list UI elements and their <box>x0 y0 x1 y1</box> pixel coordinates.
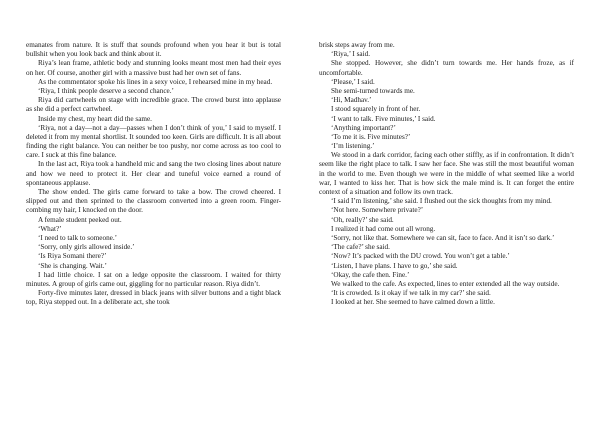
paragraph: Riya did cartwheels on stage with incredible grace. The crowd burst into applause as she did a perfect cartwheel. <box>26 96 281 114</box>
paragraph: ‘I said I’m listening,’ she said. I flushed out the sick thoughts from my mind. <box>331 197 552 206</box>
paragraph: ‘The cafe?’ she said. <box>331 243 390 252</box>
paragraph: ‘Is Riya Somani there?’ <box>38 252 107 261</box>
paragraph: ‘It is crowded. Is it okay if we talk in my car?’ she said. <box>331 289 491 298</box>
paragraph: emanates from nature. It is stuff that sounds profound when you hear it but is total bullshit when you look back and think about it. <box>26 41 281 59</box>
paragraph: brisk steps away from me. <box>319 41 395 49</box>
paragraph: She semi-turned towards me. <box>331 86 415 95</box>
left-page <box>26 41 281 307</box>
paragraph: She stopped. However, she didn’t turn towards me. Her hands froze, as if uncomfortable. <box>319 59 574 77</box>
paragraph: ‘Sorry, only girls allowed inside.’ <box>38 243 135 252</box>
paragraph: I had little choice. I sat on a ledge opposite the classroom. I waited for thirty minutes. A group of girls came out, giggling for no particular reason. Riya didn’t. <box>26 270 281 288</box>
paragraph: We walked to the cafe. As expected, lines to enter extended all the way outside. <box>331 279 560 288</box>
paragraph: ‘What?’ <box>38 224 62 233</box>
paragraph: Forty-five minutes later, dressed in black jeans with silver buttons and a tight black top, Riya stepped out. In a deliberate act, she took <box>26 289 281 307</box>
paragraph: ‘Riya, not a day—not a day—passes when I don’t think of you,’ I said to myself. I deleted it from my mental shortlist. It sounded too keen. Girls are difficult. It is all about finding the right balance. You can neither be too pushy, nor come across as too cool to care. I suck at this fine balance. <box>26 123 281 160</box>
paragraph: ‘I’m listening.’ <box>331 142 375 151</box>
paragraph: Riya’s lean frame, athletic body and stunning looks meant most men had their eyes on her. Of course, another girl with a massive bust had her own set of fans. <box>26 59 281 77</box>
paragraph: ‘Hi, Madhav.’ <box>331 96 372 105</box>
paragraph: Inside my chest, my heart did the same. <box>38 114 152 123</box>
paragraph: ‘Sorry, not like that. Somewhere we can sit, face to face. And it isn’t so dark.’ <box>331 233 555 242</box>
paragraph: ‘Oh, really?’ she said. <box>331 215 394 224</box>
paragraph: ‘Okay, the cafe then. Fine.’ <box>331 270 410 279</box>
paragraph: ‘I need to talk to someone.’ <box>38 233 118 242</box>
paragraph: We stood in a dark corridor, facing each other stiffly, as if in confrontation. It didn’t seem like the right place to talk. I saw her face. She was still the most beautiful woman in the world to me. Even though we were in the middle of what seemed like a world war, I wanted to kiss her. That is how sick the male mind is. It can forget the entire context of a situation and follow its own track. <box>319 151 574 196</box>
paragraph: A female student peeked out. <box>38 215 122 224</box>
paragraph: ‘She is changing. Wait.’ <box>38 261 107 270</box>
paragraph: I looked at her. She seemed to have calmed down a little. <box>331 298 495 307</box>
paragraph: ‘Riya, I think people deserve a second chance.’ <box>38 86 174 95</box>
paragraph: I realized it had come out all wrong. <box>331 224 436 233</box>
paragraph: ‘To me it is. Five minutes?’ <box>331 132 411 141</box>
paragraph: The show ended. The girls came forward to take a bow. The crowd cheered. I slipped out and then sprinted to the classroom converted into a green room. Finger-combing my hair, I knocked on the door. <box>26 188 281 215</box>
paragraph: ‘Now? It’s packed with the DU crowd. You won’t get a table.’ <box>331 252 510 261</box>
paragraph: ‘Anything important?’ <box>331 123 396 132</box>
paragraph: In the last act, Riya took a handheld mic and sang the two closing lines about nature and how we need to protect it. Her clear and tuneful voice earned a round of spontaneous applause. <box>26 160 281 187</box>
paragraph: ‘Not here. Somewhere private?’ <box>331 206 424 215</box>
paragraph: As the commentator spoke his lines in a sexy voice, I rehearsed mine in my head. <box>38 77 273 86</box>
right-page <box>319 41 574 307</box>
paragraph: ‘Please,’ I said. <box>331 77 375 86</box>
paragraph: ‘I want to talk. Five minutes,’ I said. <box>331 114 436 123</box>
paragraph: ‘Riya,’ I said. <box>331 50 370 59</box>
paragraph: I stood squarely in front of her. <box>331 105 421 114</box>
paragraph: ‘Listen, I have plans. I have to go,’ she said. <box>331 261 458 270</box>
